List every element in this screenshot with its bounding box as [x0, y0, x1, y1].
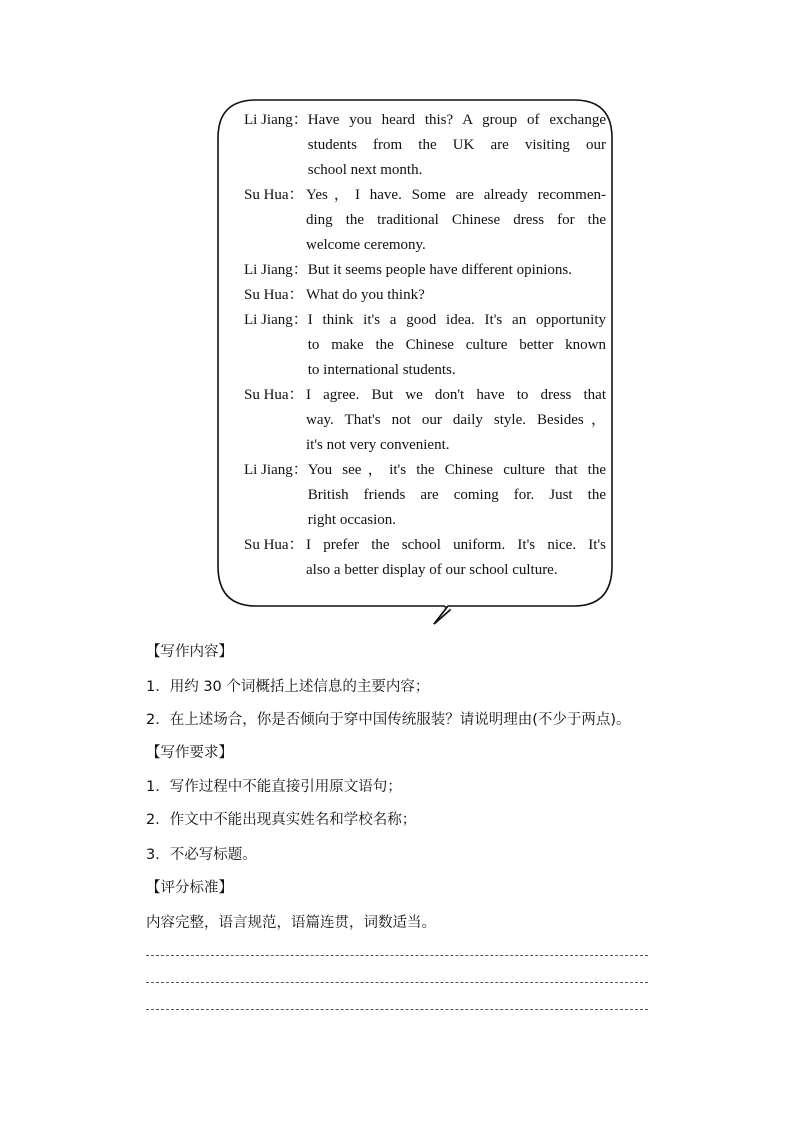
grading-text: 内容完整，语言规范，语篇连贯，词数适当。 [146, 915, 436, 931]
dialogue-entry [244, 108, 606, 183]
dialogue [244, 108, 606, 583]
speech-text [308, 258, 606, 283]
speech-text [306, 183, 606, 258]
answer-line [146, 1009, 648, 1010]
answer-line [146, 982, 648, 983]
requirements-item-3: 3．不必写标题。 [146, 847, 257, 863]
content-item-2: 2．在上述场合，你是否倾向于穿中国传统服装？请说明理由(不少于两点)。 [146, 712, 631, 728]
speech-text [308, 308, 606, 383]
speaker-name: Li Jiang： [244, 262, 308, 278]
speech-line: to international students. [307, 362, 456, 378]
speech-line: Yes，I have. Some are already recommen- [306, 187, 606, 203]
dialogue-entry [244, 458, 606, 533]
speaker-name: Su Hua： [244, 387, 304, 403]
speech-line: students from the UK are visiting our [307, 137, 606, 153]
speech-text [308, 458, 606, 533]
speech-line: also a better display of our school culture. [306, 562, 558, 578]
speech-line: Have you heard this? A group of exchange [307, 112, 606, 128]
speech-line: way. That's not our daily style. Besides， [306, 412, 606, 428]
speech-line: it's not very convenient. [306, 437, 450, 453]
speech-line: right occasion. [307, 512, 397, 528]
dialogue-entry [244, 183, 606, 258]
content-heading: 【写作内容】 [146, 644, 233, 660]
dialogue-entry [244, 308, 606, 383]
speaker-name: Su Hua： [244, 537, 304, 553]
dialogue-entry [244, 258, 606, 283]
speech-line: British friends are coming for. Just the [307, 487, 606, 503]
dialogue-entry [244, 383, 606, 458]
speech-line: What do you think? [306, 287, 425, 303]
speech-text [308, 108, 606, 183]
speech-text [306, 533, 606, 583]
speaker-name: Su Hua： [244, 287, 304, 303]
speech-text [306, 283, 606, 308]
speaker-name: Li Jiang： [244, 112, 308, 128]
speaker-name: Li Jiang： [244, 462, 308, 478]
speech-line: I think it's a good idea. It's an opportunity [307, 312, 606, 328]
speech-text [306, 383, 606, 458]
speech-line: I prefer the school uniform. It's nice. It's [306, 537, 606, 553]
speech-line: But it seems people have different opinions. [307, 262, 573, 278]
content-item-1: 1．用约 30 个词概括上述信息的主要内容； [146, 679, 430, 695]
requirements-heading: 【写作要求】 [146, 745, 233, 761]
speech-line: school next month. [307, 162, 423, 178]
dialogue-entry [244, 283, 606, 308]
grading-heading: 【评分标准】 [146, 880, 233, 896]
speech-line: to make the Chinese culture better known [307, 337, 606, 353]
answer-line [146, 955, 648, 956]
dialogue-entry [244, 533, 606, 583]
speech-line: You see，it's the Chinese culture that the [307, 462, 606, 478]
speech-line: I agree. But we don't have to dress that [306, 387, 606, 403]
speaker-name: Li Jiang： [244, 312, 308, 328]
speech-line: welcome ceremony. [306, 237, 426, 253]
requirements-item-1: 1．写作过程中不能直接引用原文语句； [146, 779, 402, 795]
speech-line: ding the traditional Chinese dress for the [306, 212, 606, 228]
speaker-name: Su Hua： [244, 187, 304, 203]
requirements-item-2: 2．作文中不能出现真实姓名和学校名称； [146, 812, 417, 828]
